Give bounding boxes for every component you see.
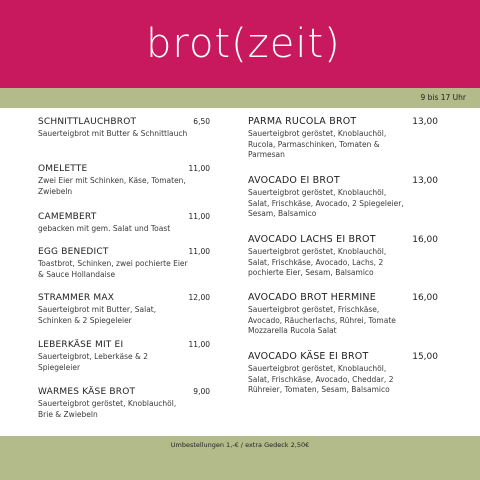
menu-item xyxy=(38,246,210,280)
item-price: 11,00 xyxy=(188,247,210,256)
item-description: Sauerteigbrot, Leberkäse & 2 Spiegeleier xyxy=(38,352,149,372)
menu-item xyxy=(248,175,438,220)
item-name: PARMA RUCOLA BROT xyxy=(248,116,357,127)
menu-item xyxy=(248,351,438,396)
item-price: 16,00 xyxy=(412,235,438,245)
item-price: 12,00 xyxy=(188,293,210,302)
item-name: AVOCADO BROT HERMINE xyxy=(248,292,376,303)
item-name: AVOCADO KÄSE EI BROT xyxy=(248,351,369,362)
footer-bar xyxy=(0,436,480,480)
item-price: 6,50 xyxy=(193,117,210,126)
item-description: Sauerteigbrot geröstet, Knoblauchöl, Salat, Frischkäse, Avocado, Cheddar, 2 Rühreier, Tomaten, Sesam, Balsamico xyxy=(248,364,394,394)
item-description: Sauerteigbrot geröstet, Knoblauchöl, Salat, Frischkäse, Avocado, 2 Spiegeleier, Sesam, Balsamico xyxy=(248,188,404,218)
item-description: gebacken mit gem. Salat und Toast xyxy=(38,224,171,233)
item-name: AVOCADO LACHS EI BROT xyxy=(248,234,376,245)
item-name: AVOCADO EI BROT xyxy=(248,175,340,186)
item-name: OMELETTE xyxy=(38,164,88,174)
menu-item xyxy=(38,211,210,235)
item-name: STRAMMER MAX xyxy=(38,293,115,303)
menu-item xyxy=(248,116,438,161)
item-name: SCHNITTLAUCHBROT xyxy=(38,117,137,127)
menu-item xyxy=(38,339,210,373)
footer-note: Umbestellungen 1,-€ / extra Gedeck 2,50€ xyxy=(170,441,310,449)
item-price: 11,00 xyxy=(188,340,210,349)
item-description: Sauerteigbrot mit Butter, Salat, Schinken & 2 Spiegeleier xyxy=(38,305,157,325)
item-price: 16,00 xyxy=(412,293,438,303)
header-banner xyxy=(0,0,480,88)
item-description: Zwei Eier mit Schinken, Käse, Tomaten, Zwiebeln xyxy=(38,176,186,196)
item-name: LEBERKÄSE MIT EI xyxy=(38,340,124,350)
item-description: Toastbrot, Schinken, zwei pochierte Eier & Sauce Hollandaise xyxy=(38,259,188,279)
item-price: 11,00 xyxy=(188,212,210,221)
opening-hours: 9 bis 17 Uhr xyxy=(420,93,466,102)
item-name: CAMEMBERT xyxy=(38,212,97,222)
menu-item xyxy=(38,163,210,197)
item-description: Sauerteigbrot geröstet, Knoblauchöl, Brie & Zwiebeln xyxy=(38,399,177,419)
hours-bar xyxy=(0,88,480,108)
menu-item xyxy=(38,292,210,326)
item-description: Sauerteigbrot geröstet, Frischkäse, Avocado, Räucherlachs, Rührei, Tomate Mozzarella Rucola Salat xyxy=(248,305,396,335)
item-price: 13,00 xyxy=(412,176,438,186)
menu-item xyxy=(38,116,210,140)
brand-logo: brot(zeit) xyxy=(146,21,341,67)
menu-item xyxy=(248,234,438,279)
item-price: 15,00 xyxy=(412,352,438,362)
item-description: Sauerteigbrot mit Butter & Schnittlauch xyxy=(38,129,188,138)
item-name: EGG BENEDICT xyxy=(38,247,109,257)
menu-item xyxy=(248,292,438,337)
item-price: 11,00 xyxy=(188,164,210,173)
item-description: Sauerteigbrot geröstet, Knoblauchöl, Salat, Frischkäse, Avocado, Lachs, 2 pochierte Eier, Sesam, Balsamico xyxy=(248,247,387,277)
item-description: Sauerteigbrot geröstet, Knoblauchöl, Rucola, Parmaschinken, Tomaten & Parmesan xyxy=(248,129,387,159)
item-name: WARMES KÄSE BROT xyxy=(38,387,136,397)
item-price: 13,00 xyxy=(412,117,438,127)
item-price: 9,00 xyxy=(193,387,210,396)
menu-item xyxy=(38,386,210,420)
